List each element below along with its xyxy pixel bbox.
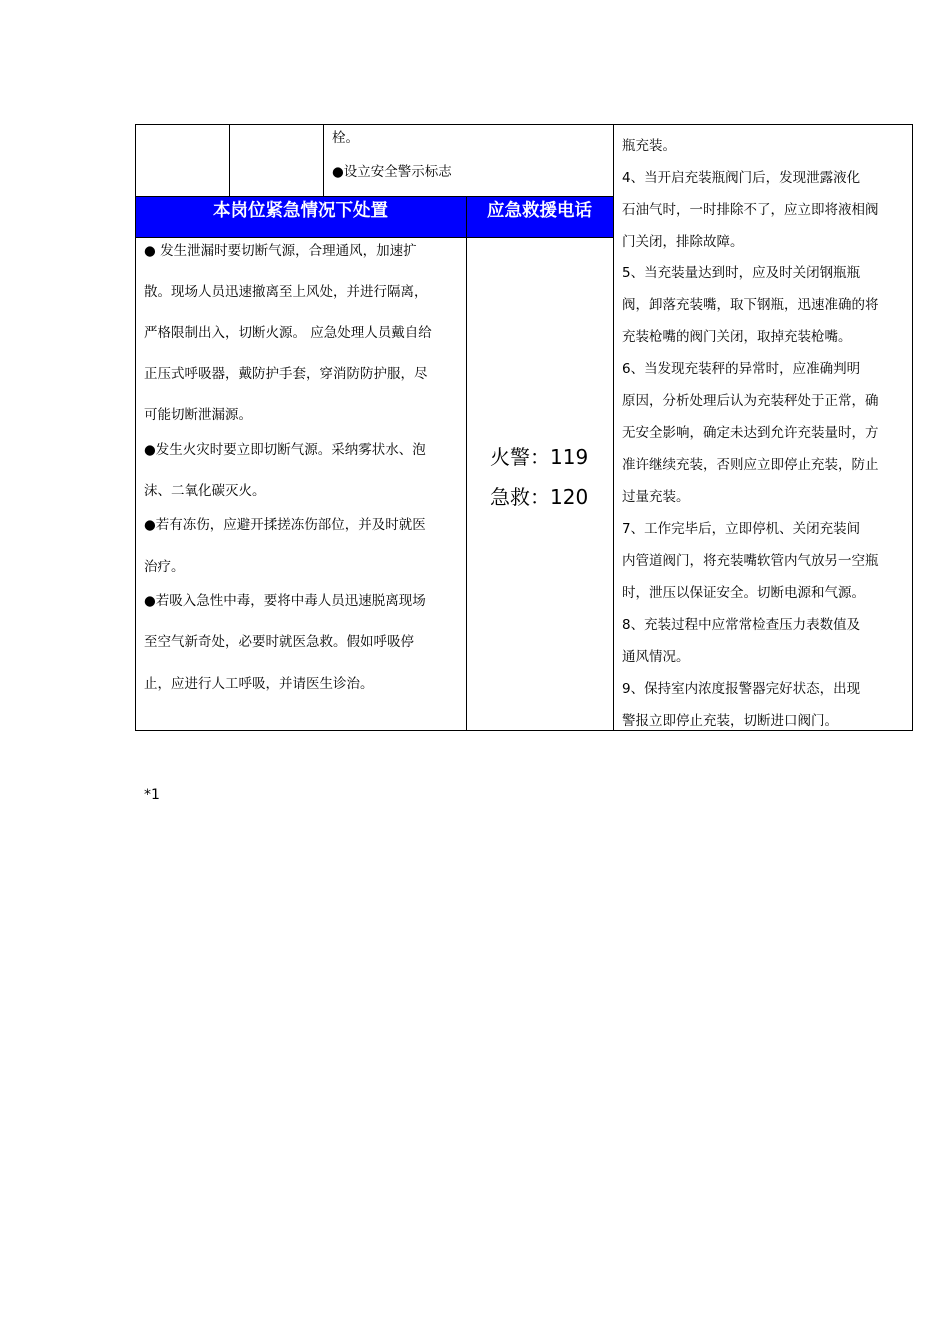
disposal-line: 至空气新奇处，必要时就医急救。假如呼吸停 (144, 634, 414, 650)
procedure-line: 准许继续充装，否则应立即停止充装，防止 (622, 457, 879, 473)
procedure-line: 通风情况。 (622, 649, 690, 665)
procedure-line: 6、当发现充装秤的异常时，应准确判明 (622, 361, 861, 377)
disposal-line: ● 发生泄漏时要切断气源，合理通风，加速扩 (144, 243, 417, 259)
top-cell-line: 栓。 (332, 130, 359, 146)
procedure-line: 警报立即停止充装，切断进口阀门。 (622, 713, 838, 729)
procedure-line: 门关闭，排除故障。 (622, 234, 744, 250)
column-divider-4 (613, 124, 614, 731)
table-border-bottom (135, 730, 913, 731)
table-border-right (912, 124, 913, 731)
procedure-line: 瓶充装。 (622, 138, 676, 154)
row-divider-header-bottom (135, 237, 613, 238)
disposal-line: 正压式呼吸器，戴防护手套，穿消防防护服，尽 (144, 366, 428, 382)
row-divider-header-top (135, 196, 613, 197)
footnote: *1 (144, 787, 160, 803)
procedure-line: 8、充装过程中应常常检查压力表数值及 (622, 617, 861, 633)
table-border-top (135, 124, 913, 125)
procedure-line: 5、当充装量达到时，应及时关闭钢瓶瓶 (622, 265, 861, 281)
disposal-line: 止，应进行人工呼吸，并请医生诊治。 (144, 676, 374, 692)
procedure-line: 阀，卸落充装嘴，取下钢瓶，迅速准确的将 (622, 297, 879, 313)
procedure-line: 7、工作完毕后，立即停机、关闭充装间 (622, 521, 861, 537)
disposal-line: 沫、二氧化碳灭火。 (144, 483, 266, 499)
disposal-line: 治疗。 (144, 559, 185, 575)
column-divider-1 (229, 124, 230, 196)
disposal-line: 散。现场人员迅速撤离至上风处，并进行隔离， (144, 284, 428, 300)
procedure-line: 时，泄压以保证安全。切断电源和气源。 (622, 585, 865, 601)
disposal-line: ●若吸入急性中毒，要将中毒人员迅速脱离现场 (144, 593, 426, 609)
disposal-line: 严格限制出入，切断火源。 应急处理人员戴自给 (144, 325, 432, 341)
header-hotline: 应急救援电话 (487, 201, 592, 221)
procedure-line: 无安全影响，确定未达到允许充装量时，方 (622, 425, 879, 441)
top-cell-line: ●设立安全警示标志 (332, 164, 452, 180)
procedure-line: 4、当开启充装瓶阀门后，发现泄露液化 (622, 170, 861, 186)
ambulance-hotline: 急救：120 (490, 485, 589, 509)
procedure-line: 石油气时，一时排除不了，应立即将液相阀 (622, 202, 879, 218)
procedure-line: 充装枪嘴的阀门关闭，取掉充装枪嘴。 (622, 329, 852, 345)
column-divider-3 (466, 196, 467, 731)
disposal-line: ●若有冻伤，应避开揉搓冻伤部位，并及时就医 (144, 517, 426, 533)
disposal-line: ●发生火灾时要立即切断气源。采纳雾状水、泡 (144, 442, 426, 458)
column-divider-2 (323, 124, 324, 196)
procedure-line: 9、保持室内浓度报警器完好状态，出现 (622, 681, 861, 697)
procedure-line: 内管道阀门，将充装嘴软管内气放另一空瓶 (622, 553, 879, 569)
fire-hotline: 火警：119 (490, 445, 589, 469)
procedure-line: 过量充装。 (622, 489, 690, 505)
procedure-line: 原因，分析处理后认为充装秤处于正常，确 (622, 393, 879, 409)
disposal-line: 可能切断泄漏源。 (144, 407, 252, 423)
header-disposal: 本岗位紧急情况下处置 (213, 201, 388, 221)
